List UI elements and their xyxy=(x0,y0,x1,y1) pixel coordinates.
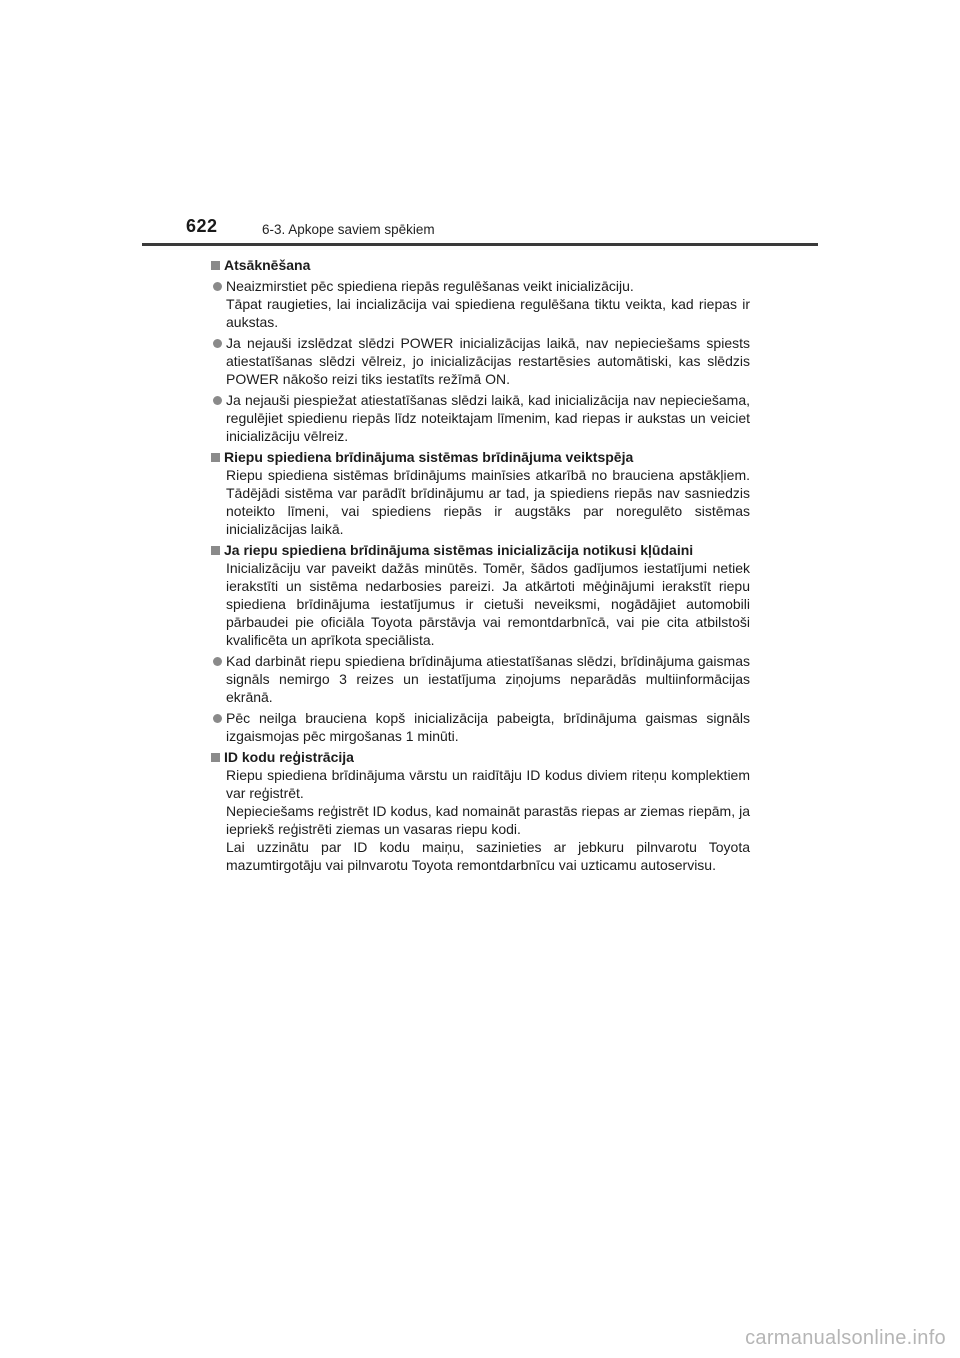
square-bullet-icon xyxy=(211,546,220,555)
heading-text: ID kodu reģistrācija xyxy=(224,749,354,765)
paragraph: Inicializāciju var paveikt dažās minūtēs. Tomēr, šādos gadījumos iestatījumi netiek ierakstīti un sistēma nedarbosies pareizi. Ja atkārtoti mēģinājumi ierakstīt riepu spiediena brīdinājuma iestatījumus ir cietuši neveiksmi, nogādājiet automobili pārbaudei pie oficiāla Toyota pārstāvja vai remontdarbnīcā, vai pie cita atbilstoši kvalificēta un aprīkota speciālista. xyxy=(226,560,750,648)
list-item-text: Neaizmirstiet pēc spiediena riepās regulēšanas veikt inicializāciju. Tāpat raugieties, lai incializācija vai spiediena regulēšana tiktu veikta, kad riepas ir aukstas. xyxy=(226,278,750,330)
section-heading xyxy=(210,448,750,466)
circle-bullet-icon xyxy=(213,339,222,348)
circle-bullet-icon xyxy=(213,714,222,723)
list-item xyxy=(210,652,750,706)
circle-bullet-icon xyxy=(213,657,222,666)
section-heading xyxy=(210,256,750,274)
list-item xyxy=(210,334,750,388)
watermark-text[interactable]: carmanualsonline.info xyxy=(745,1327,946,1349)
square-bullet-icon xyxy=(211,453,220,462)
header-rule xyxy=(142,243,818,246)
square-bullet-icon xyxy=(211,261,220,270)
content-body xyxy=(210,253,750,874)
section-heading xyxy=(210,541,750,559)
circle-bullet-icon xyxy=(213,396,222,405)
square-bullet-icon xyxy=(211,753,220,762)
list-item-text: Pēc neilga brauciena kopš inicializācija pabeigta, brīdinājuma gaismas signāls izgaismojas pēc mirgošanas 1 minūti. xyxy=(226,710,750,744)
section-title: 6-3. Apkope saviem spēkiem xyxy=(262,222,435,237)
page-number: 622 xyxy=(186,216,218,236)
list-item-text: Ja nejauši izslēdzat slēdzi POWER inicializācijas laikā, nav nepieciešams spiests atiestatīšanas slēdzi vēlreiz, jo inicializācijas restartēsies automātiski, kas slēdzis POWER nākošo reizi tiks iestatīts režīmā ON. xyxy=(226,335,750,387)
list-item xyxy=(210,391,750,445)
list-item xyxy=(210,709,750,745)
heading-text: Riepu spiediena brīdinājuma sistēmas brīdinājuma veiktspēja xyxy=(224,449,634,465)
section-heading xyxy=(210,748,750,766)
list-item xyxy=(210,277,750,331)
paragraph: Riepu spiediena sistēmas brīdinājums mainīsies atkarībā no brauciena apstākļiem. Tādējādi sistēma var parādīt brīdinājumu ar tad, ja spiediens riepās nav sasniedzis noteikto līmeni, vai spiediens riepās ir augstāks par noregulēto sistēmas inicializācijas laikā. xyxy=(226,467,750,537)
list-item-text: Ja nejauši piespiežat atiestatīšanas slēdzi laikā, kad inicializācija nav nepieciešama, regulējiet spiedienu riepās līdz noteiktajam līmenim, kad riepas ir aukstas un veiciet inicializāciju vēlreiz. xyxy=(226,392,750,444)
heading-text: Ja riepu spiediena brīdinājuma sistēmas inicializācija notikusi kļūdaini xyxy=(224,542,694,558)
circle-bullet-icon xyxy=(213,282,222,291)
heading-text: Atsāknēšana xyxy=(224,257,311,273)
list-item-text: Kad darbināt riepu spiediena brīdinājuma atiestatīšanas slēdzi, brīdinājuma gaismas signāls nemirgo 3 reizes un iestatījuma ziņojums neparādās multiinformācijas ekrānā. xyxy=(226,653,750,705)
paragraph: Riepu spiediena brīdinājuma vārstu un raidītāju ID kodus diviem riteņu komplektiem var reģistrēt. Nepieciešams reģistrēt ID kodus, kad nomaināt parastās riepas ar ziemas riepām, ja iepriekš reģistrēti ziemas un vasaras riepu kodi. Lai uzzinātu par ID kodu maiņu, sazinieties ar jebkuru pilnvarotu Toyota mazumtirgotāju vai pilnvarotu Toyota remontdarbnīcu vai uzticamu autoservisu. xyxy=(226,767,750,873)
